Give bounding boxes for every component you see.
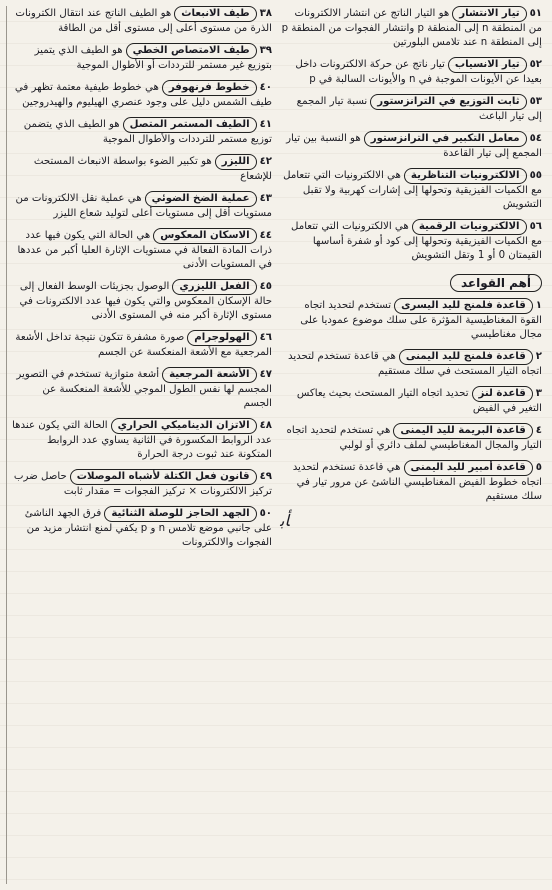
item-term: قاعدة فلمنج لليد اليسرى bbox=[394, 298, 533, 314]
item-number: ٣٩ bbox=[259, 45, 272, 56]
definition-item bbox=[280, 168, 542, 212]
item-number: ٥٣ bbox=[529, 96, 542, 107]
item-term: الطيف المستمر المتصل bbox=[123, 117, 257, 133]
item-definition: صورة مشفرة تتكون نتيجة تداخل الأشعة المرجعية مع الأشعة المنعكسة عن الجسم bbox=[15, 332, 272, 358]
item-number: ٤١ bbox=[259, 119, 272, 130]
item-term: الاتزان الديناميكي الحراري bbox=[111, 418, 257, 434]
item-definition: نسبة تيار المجمع إلى تيار الباعث bbox=[296, 96, 542, 122]
item-number: ١ bbox=[535, 300, 542, 311]
rules-heading-wrap bbox=[280, 270, 542, 298]
item-number: ٥١ bbox=[529, 8, 542, 19]
item-term: ثابت التوزيع في الترانزستور bbox=[370, 94, 526, 110]
item-term: طيف الانبعاث bbox=[174, 6, 256, 22]
item-number: ٤٣ bbox=[259, 193, 272, 204]
definition-item bbox=[11, 191, 272, 221]
item-definition: هي الالكترونيات التي تتعامل مع الكميات الفيزيقية وتحولها إلى إشارات كهربية ولا تقبل التشويش bbox=[283, 170, 542, 210]
definition-item bbox=[280, 94, 542, 124]
definition-item bbox=[280, 131, 542, 161]
definition-item bbox=[280, 460, 542, 504]
item-definition: الوصول بجزيئات الوسط الفعال إلى حالة الإسكان المعكوس والتي يكون فيها عدد الالكترونات في مستوى الإثارة أكبر منه في المستوى الأدنى bbox=[19, 281, 272, 321]
item-definition: فرق الجهد الناشئ على جانبي موضع تلامس n و p يكفي لمنع انتشار مزيد من الفجوات والالكترونات bbox=[24, 508, 272, 548]
definition-item bbox=[11, 117, 272, 147]
item-number: ٣ bbox=[535, 388, 542, 399]
definition-item bbox=[11, 154, 272, 184]
item-number: ٤ bbox=[535, 425, 542, 436]
definition-item bbox=[11, 43, 272, 73]
item-number: ٢ bbox=[535, 351, 542, 362]
two-columns bbox=[6, 6, 546, 884]
item-term: طيف الامتصاص الخطي bbox=[126, 43, 257, 59]
definition-item bbox=[11, 367, 272, 411]
item-term: الهولوجرام bbox=[187, 330, 256, 346]
definition-item bbox=[11, 6, 272, 36]
item-number: ٤٧ bbox=[259, 369, 272, 380]
item-term: خطوط فرنهوفر bbox=[162, 80, 257, 96]
item-definition: حاصل ضرب تركيز الالكترونات × تركيز الفجوات = مقدار ثابت bbox=[13, 471, 272, 497]
item-definition: تيار ناتج عن حركة الالكترونات داخل بعيدا عن الأيونات الموجبة في n والأيونات السالبة في p bbox=[295, 59, 542, 85]
item-definition: هو النسبة بين تيار المجمع إلى تيار القاعدة bbox=[286, 133, 542, 159]
item-number: ٥٥ bbox=[529, 170, 542, 181]
item-term: الالكترونيات الرقمية bbox=[412, 219, 527, 235]
definition-item bbox=[280, 57, 542, 87]
item-definition: هي قاعدة تستخدم لتحديد اتجاه التيار المستحث في سلك مستقيم bbox=[287, 351, 542, 377]
item-term: الفعل الليزري bbox=[172, 279, 256, 295]
item-definition: هو الطيف الذي يتميز بتوزيع غير مستمر للترددات أو الأطوال الموجية bbox=[34, 45, 272, 71]
item-definition: هي عملية نقل الالكترونات من مستويات أقل إلى مستويات أعلى لتوليد شعاع الليزر bbox=[15, 193, 272, 219]
item-definition: هو التيار الناتج عن انتشار الالكترونات من المنطقة n إلى المنطقة p وانتشار الفجوات من المنطقة p إلى المنطقة n عند تلامس البلورتين bbox=[281, 8, 542, 48]
item-number: ٥٦ bbox=[529, 221, 542, 232]
definition-item bbox=[11, 80, 272, 110]
left-column bbox=[276, 6, 546, 884]
item-definition: هي الحالة التي يكون فيها عدد ذرات المادة الفعالة في مستويات الإثارة العليا أكبر من عددها في المستويات الأدنى bbox=[17, 230, 272, 270]
item-term: الليزر bbox=[215, 154, 257, 170]
definition-item bbox=[280, 349, 542, 379]
item-number: ٤٩ bbox=[259, 471, 272, 482]
item-number: ٥٢ bbox=[529, 59, 542, 70]
item-definition: هي خطوط طيفية معتمة تظهر في طيف الشمس دليل على وجود عنصري الهيليوم والهيدروجين bbox=[14, 82, 272, 108]
item-number: ٤٢ bbox=[259, 156, 272, 167]
definition-item bbox=[11, 228, 272, 272]
definition-item bbox=[280, 386, 542, 416]
item-number: ٣٨ bbox=[259, 8, 272, 19]
item-definition: تحديد اتجاه التيار المستحث بحيث يعاكس التغير في الفيض bbox=[296, 388, 542, 414]
item-number: ٥ bbox=[535, 462, 542, 473]
item-term: معامل التكبير في الترانزستور bbox=[364, 131, 527, 147]
signature: ﺄﺑ bbox=[280, 511, 290, 530]
item-term: الالكترونيات التناظرية bbox=[404, 168, 527, 184]
definition-item bbox=[280, 219, 542, 263]
item-definition: الحالة التي يكون عندها عدد الروابط المكسورة في الثانية يساوي عدد الروابط المتكونة عند ثبوت درجة الحرارة bbox=[12, 420, 272, 460]
item-definition: تستخدم لتحديد اتجاه القوة المغناطيسية المؤثرة على سلك موضوع عموديا على مجال مغناطيسي bbox=[300, 300, 542, 340]
item-term: قاعدة فلمنج لليد اليمنى bbox=[399, 349, 533, 365]
item-definition: هو الطيف الذي يتضمن توزيع مستمر للترددات والأطوال الموجية bbox=[23, 119, 272, 145]
item-term: الاسكان المعكوس bbox=[153, 228, 256, 244]
right-column bbox=[6, 6, 276, 884]
definition-item bbox=[280, 423, 542, 453]
item-term: قاعدة البريمة لليد اليمنى bbox=[393, 423, 532, 439]
item-term: الجهد الحاجز للوصلة الثنائية bbox=[104, 506, 256, 522]
item-definition: هو تكبير الضوء بواسطة الانبعاث المستحث للإشعاع bbox=[33, 156, 272, 182]
item-number: ٤٠ bbox=[259, 82, 272, 93]
item-term: قاعدة أمبير لليد اليمنى bbox=[404, 460, 533, 476]
item-number: ٤٨ bbox=[259, 420, 272, 431]
item-term: عملية الضخ الضوئي bbox=[145, 191, 257, 207]
item-definition: هو الطيف الناتج عند انتقال الكترونات الذرة من مستوى أعلى إلى مستوى أقل من الطاقة bbox=[15, 8, 272, 34]
rules-heading: أهم القواعد bbox=[450, 274, 542, 292]
definition-item bbox=[11, 418, 272, 462]
definition-item bbox=[11, 469, 272, 499]
item-number: ٥٤ bbox=[529, 133, 542, 144]
definition-item bbox=[280, 6, 542, 50]
item-term: قانون فعل الكتلة لأشباه الموصلات bbox=[70, 469, 257, 485]
item-definition: هي قاعدة تستخدم لتحديد اتجاه خطوط الفيض المغناطيسي الناشئ عن مرور تيار في سلك مستقيم bbox=[292, 462, 542, 502]
definition-item bbox=[280, 298, 542, 342]
item-term: تيار الانتشار bbox=[452, 6, 526, 22]
definition-item bbox=[11, 279, 272, 323]
item-number: ٤٥ bbox=[259, 281, 272, 292]
item-term: الأشعة المرجعية bbox=[162, 367, 257, 383]
item-term: تيار الانسياب bbox=[448, 57, 527, 73]
item-number: ٤٤ bbox=[259, 230, 272, 241]
item-number: ٥٠ bbox=[259, 508, 272, 519]
definition-item bbox=[11, 330, 272, 360]
item-definition: هي الالكترونيات التي تتعامل مع الكميات الفيزيقية وتحولها إلى كود أو شفرة أساسها القيمتان 0 أو 1 وتقل التشويش bbox=[291, 221, 542, 261]
item-number: ٤٦ bbox=[259, 332, 272, 343]
definition-item bbox=[11, 506, 272, 550]
item-term: قاعدة لنز bbox=[472, 386, 533, 402]
item-definition: أشعة متوازية تستخدم في التصوير المجسم لها نفس الطول الموجي للأشعة المنعكسة عن الجسم bbox=[16, 369, 272, 409]
item-definition: هي تستخدم لتحديد اتجاه التيار والمجال المغناطيسي لملف دائري أو لولبي bbox=[286, 425, 542, 451]
